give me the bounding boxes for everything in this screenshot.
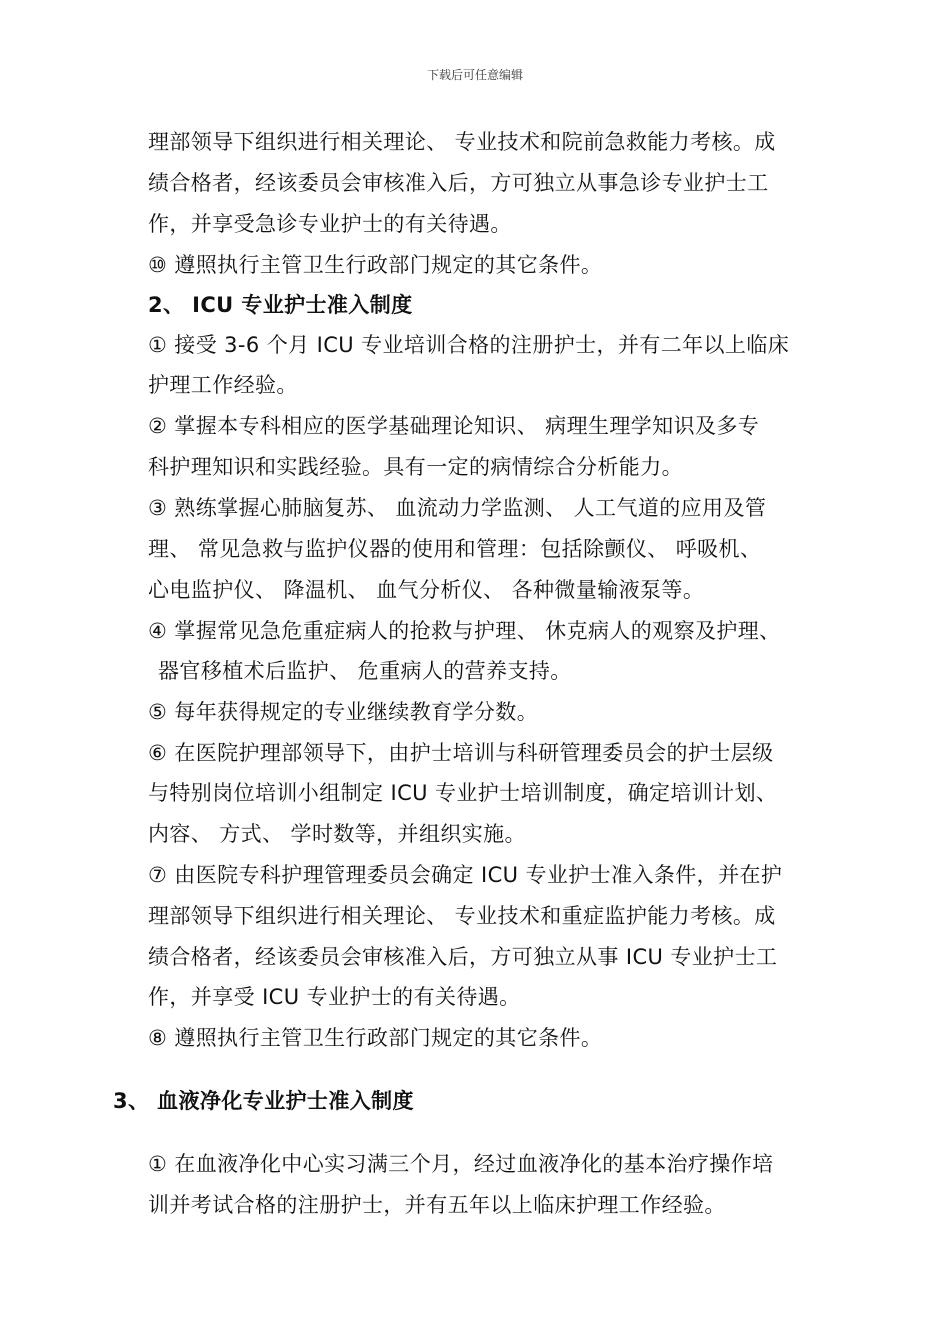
section-heading: 2、 ICU 专业护士准入制度 — [148, 293, 413, 317]
paragraph-line: 内容、 方式、 学时数等，并组织实施。 — [148, 822, 526, 846]
list-item: ⑧ 遵照执行主管卫生行政部门规定的其它条件。 — [148, 1026, 603, 1050]
paragraph-line: 理部领导下组织进行相关理论、 专业技术和院前急救能力考核。成 — [148, 130, 776, 154]
paragraph-line: 作，并享受急诊专业护士的有关待遇。 — [148, 212, 512, 236]
paragraph-line: 作，并享受 ICU 专业护士的有关待遇。 — [148, 985, 521, 1009]
paragraph-line: 与特别岗位培训小组制定 ICU 专业护士培训制度，确定培训计划、 — [148, 781, 778, 805]
list-item: ② 掌握本专科相应的医学基础理论知识、 病理生理学知识及多专 — [148, 414, 760, 438]
paragraph-line: 理部领导下组织进行相关理论、 专业技术和重症监护能力考核。成 — [148, 904, 776, 928]
list-item: ⑩ 遵照执行主管卫生行政部门规定的其它条件。 — [148, 253, 603, 277]
list-item: ⑥ 在医院护理部领导下，由护士培训与科研管理委员会的护士层级 — [148, 741, 774, 765]
page-header: 下载后可任意编辑 — [426, 68, 523, 82]
paragraph-line: 绩合格者，经该委员会审核准入后，方可独立从事 ICU 专业护士工 — [148, 945, 778, 969]
paragraph-line: 器官移植术后监护、 危重病人的营养支持。 — [158, 659, 572, 683]
list-item: ⑤ 每年获得规定的专业继续教育学分数。 — [148, 700, 539, 724]
paragraph-line: 护理工作经验。 — [148, 373, 298, 397]
list-item: ④ 掌握常见急危重症病人的抢救与护理、 休克病人的观察及护理、 — [148, 619, 781, 643]
paragraph-line: 绩合格者，经该委员会审核准入后，方可独立从事急诊专业护士工 — [148, 171, 769, 195]
list-item: ③ 熟练掌握心肺脑复苏、 血流动力学监测、 人工气道的应用及管 — [148, 496, 767, 520]
paragraph-line: 训并考试合格的注册护士，并有五年以上临床护理工作经验。 — [148, 1193, 726, 1217]
list-item: ① 接受 3-6 个月 ICU 专业培训合格的注册护士，并有二年以上临床 — [148, 333, 790, 357]
list-item: ① 在血液净化中心实习满三个月，经过血液净化的基本治疗操作培 — [148, 1152, 774, 1176]
paragraph-line: 心电监护仪、 降温机、 血气分析仪、 各种微量输液泵等。 — [148, 578, 705, 602]
section-heading: 3、 血液净化专业护士准入制度 — [113, 1089, 414, 1113]
paragraph-line: 理、 常见急救与监护仪器的使用和管理：包括除颤仪、 呼吸机、 — [148, 537, 762, 561]
paragraph-line: 科护理知识和实践经验。具有一定的病情综合分析能力。 — [148, 455, 683, 479]
list-item: ⑦ 由医院专科护理管理委员会确定 ICU 专业护士准入条件，并在护 — [148, 863, 783, 887]
